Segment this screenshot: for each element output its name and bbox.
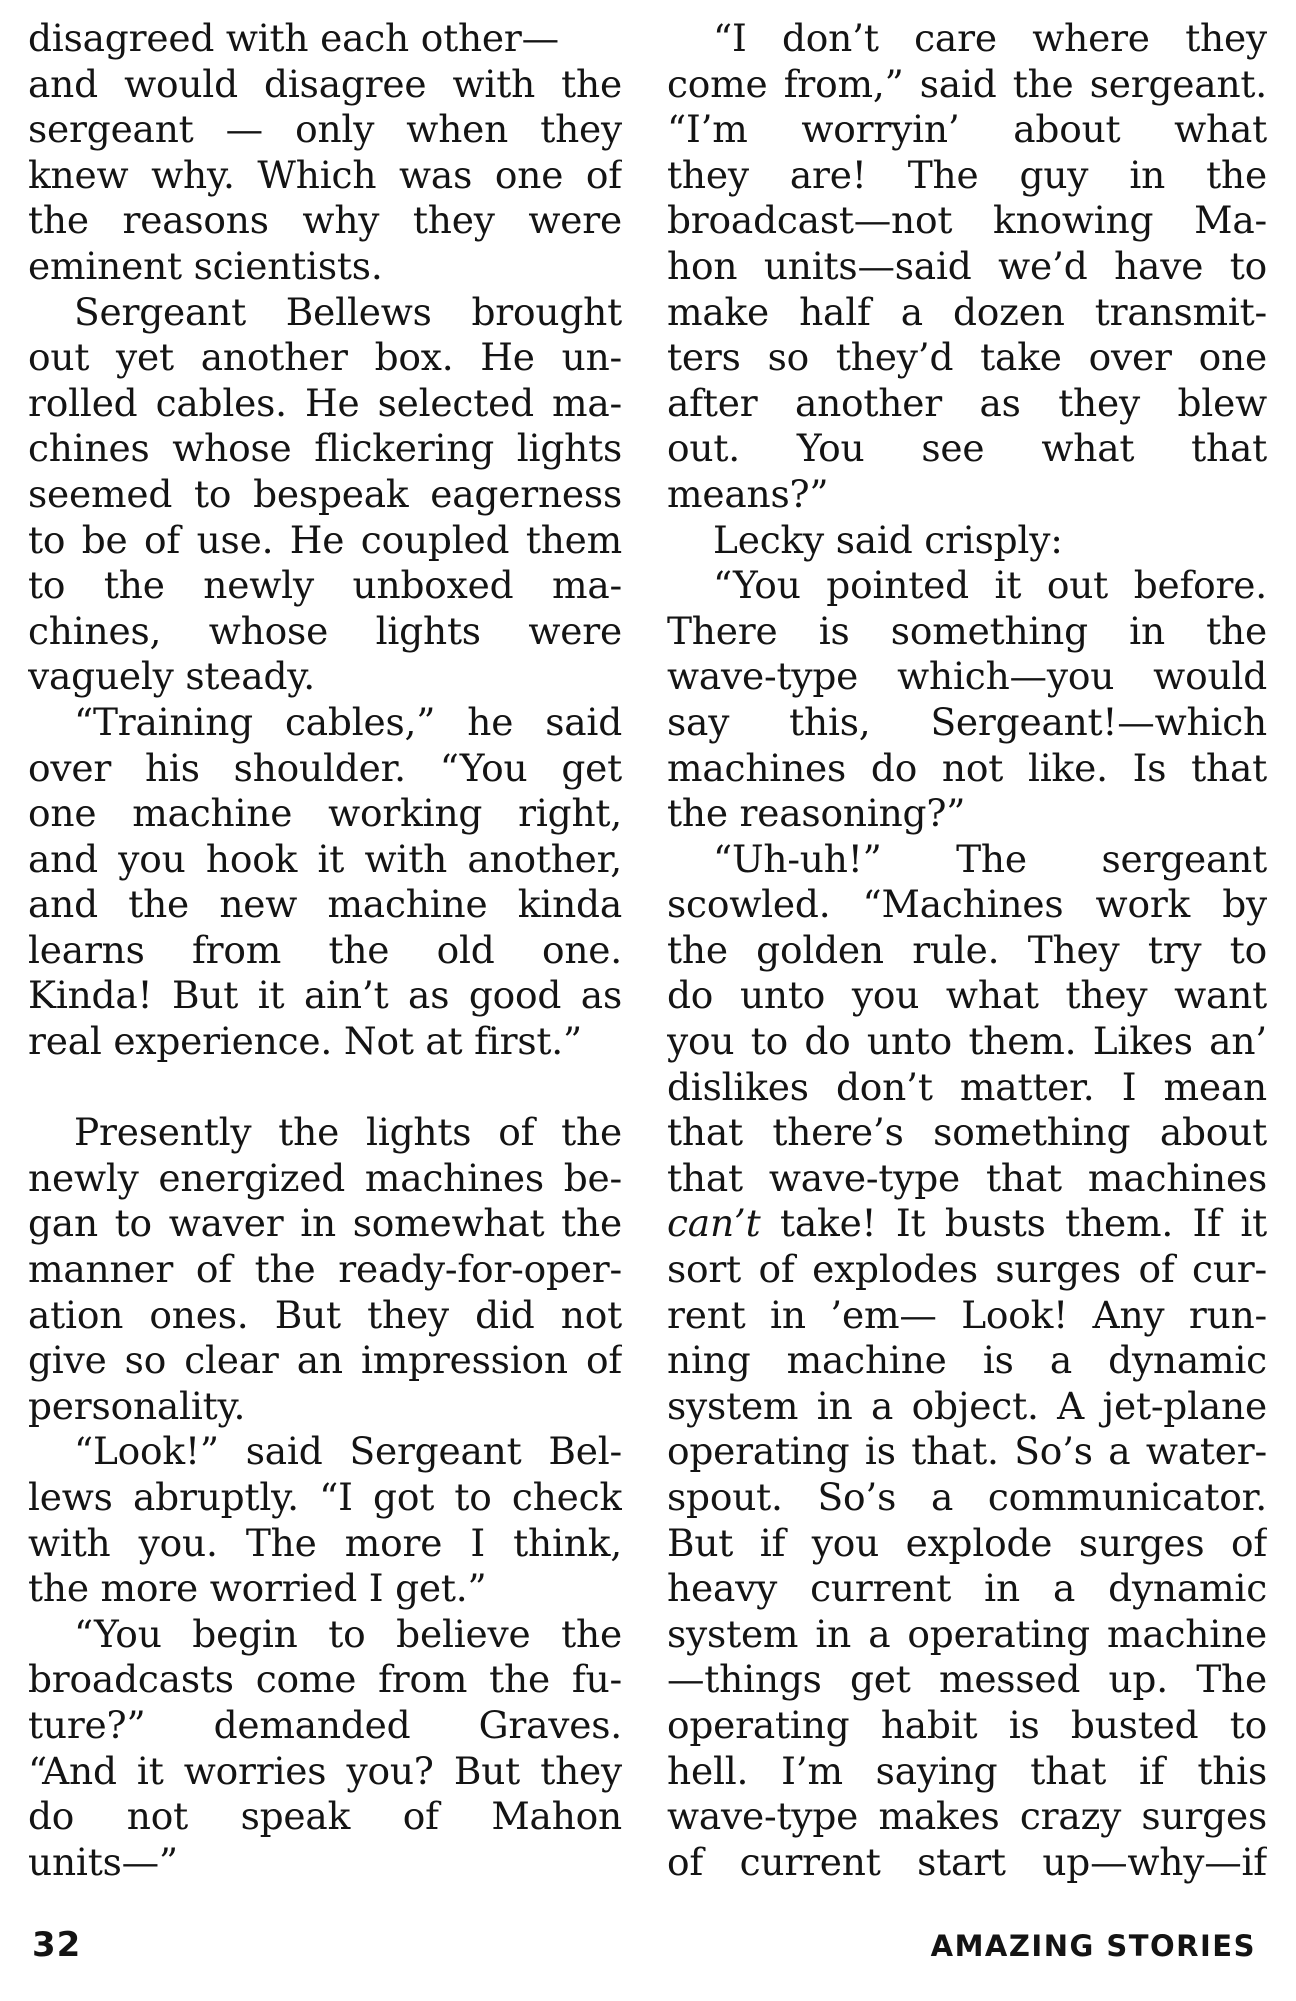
text-line: There is something in the [667,608,1267,653]
text-line: come from,” said the sergeant. [667,61,1267,106]
text-line: “And it worries you? But they [28,1748,622,1793]
text-line: personality. [28,1383,246,1428]
text-line: newly energized machines be- [28,1155,622,1200]
text-line: wave-type makes crazy surges [667,1794,1267,1839]
text-line: manner of the ready-for-oper- [28,1247,622,1292]
text-line: eminent scientists. [28,243,383,288]
text-line: over his shoulder. “You get [28,745,622,790]
text-line: you to do unto them. Likes an’ [667,1019,1267,1064]
text-line: means?” [667,471,829,516]
text-line [667,1201,1267,1247]
text-line: operating habit is busted to [667,1702,1267,1747]
text-line: lews abruptly. “I got to check [28,1475,622,1519]
text-line: broadcast—not knowing Ma- [667,198,1267,243]
text-line: rent in ’em— Look! Any run- [667,1292,1267,1337]
text-line: Lecky said crisply: [713,517,1063,562]
text-line: Sergeant Bellews brought [74,289,622,334]
text-line: broadcasts come from the fu- [28,1657,622,1702]
text-line: of current start up—why—if [667,1839,1267,1884]
text-line: with you. The more I think, [28,1520,622,1565]
text-line: “I don’t care where they [713,16,1267,60]
text-line: after another as they blew [667,380,1267,425]
text-line: operating is that. So’s a water- [667,1429,1267,1474]
text-line: out. You see what that [667,426,1267,471]
text-line: gan to waver in somewhat the [28,1201,622,1246]
text-line: out yet another box. He un- [28,335,622,380]
text-line: rolled cables. He selected ma- [28,380,622,425]
left-text-column [28,16,622,1885]
text-line: scowled. “Machines work by [667,882,1267,927]
text-line: system in a operating machine [667,1611,1267,1656]
text-line: seemed to bespeak eagerness [28,471,622,516]
text-line: But if you explode surges of [667,1520,1267,1565]
text-line: ters so they’d take over one [667,335,1267,380]
text-line: give so clear an impression of [28,1338,622,1383]
text-line: to the newly unboxed ma- [28,563,622,608]
text-line: make half a dozen transmit- [667,289,1267,334]
magazine-title: AMAZING STORIES [930,1929,1256,1963]
text-line: system in a object. A jet-plane [667,1383,1267,1428]
text-line-rest: take! It busts them. If it [760,1201,1267,1246]
text-line: “Look!” said Sergeant Bel- [74,1429,622,1474]
emphasized-word: can’t [667,1201,761,1246]
text-line: “Training cables,” he said [74,699,622,744]
section-break [28,1065,622,1111]
text-line: Presently the lights of the [74,1110,622,1155]
text-line: vaguely steady. [28,654,315,699]
text-line: that wave-type that machines [667,1155,1267,1200]
text-line: and would disagree with the [28,61,622,106]
text-line: Kinda! But it ain’t as good as [28,973,622,1018]
text-line: and you hook it with another, [28,836,622,881]
text-line: hell. I’m saying that if this [667,1748,1267,1793]
text-line: sergeant — only when they [28,107,622,152]
text-line: do unto you what they want [667,973,1267,1018]
text-line: the reasoning?” [667,791,966,836]
text-line: that there’s something about [667,1110,1267,1155]
text-line: disagreed with each other— [28,16,559,60]
right-text-column [667,16,1267,1885]
text-line: do not speak of Mahon [28,1794,622,1839]
text-line: say this, Sergeant!—which [667,699,1267,744]
text-line: machines do not like. Is that [667,745,1267,790]
text-line: heavy current in a dynamic [667,1566,1267,1611]
text-line: hon units—said we’d have to [667,243,1267,288]
text-line: wave-type which—you would [667,654,1267,699]
text-line: real experience. Not at first.” [28,1019,582,1064]
text-line: spout. So’s a communicator. [667,1475,1267,1519]
text-line: ning machine is a dynamic [667,1338,1267,1383]
text-line: the reasons why they were [28,198,622,243]
page-footer [0,1925,1296,1985]
text-line: “I’m worryin’ about what [667,107,1267,152]
text-line: the golden rule. They try to [667,927,1267,972]
text-line: ation ones. But they did not [28,1292,622,1337]
text-line: ture?” demanded Graves. [28,1702,622,1747]
text-line: “You pointed it out before. [713,563,1267,608]
page-number: 32 [32,1925,82,1965]
text-line: chines, whose lights were [28,608,622,653]
text-line: “Uh-uh!” The sergeant [713,836,1267,881]
text-line: sort of explodes surges of cur- [667,1247,1267,1292]
text-line: dislikes don’t matter. I mean [667,1064,1267,1109]
text-line: to be of use. He coupled them [28,517,622,562]
text-line: they are! The guy in the [667,152,1267,197]
text-line: the more worried I get.” [28,1566,487,1611]
text-line: chines whose flickering lights [28,426,622,471]
text-line: one machine working right, [28,791,622,836]
text-line: learns from the old one. [28,927,622,972]
text-line: units—” [28,1839,178,1884]
text-line: and the new machine kinda [28,882,622,927]
text-line: “You begin to believe the [74,1611,622,1656]
text-line: knew why. Which was one of [28,152,622,197]
text-line: —things get messed up. The [667,1657,1267,1702]
